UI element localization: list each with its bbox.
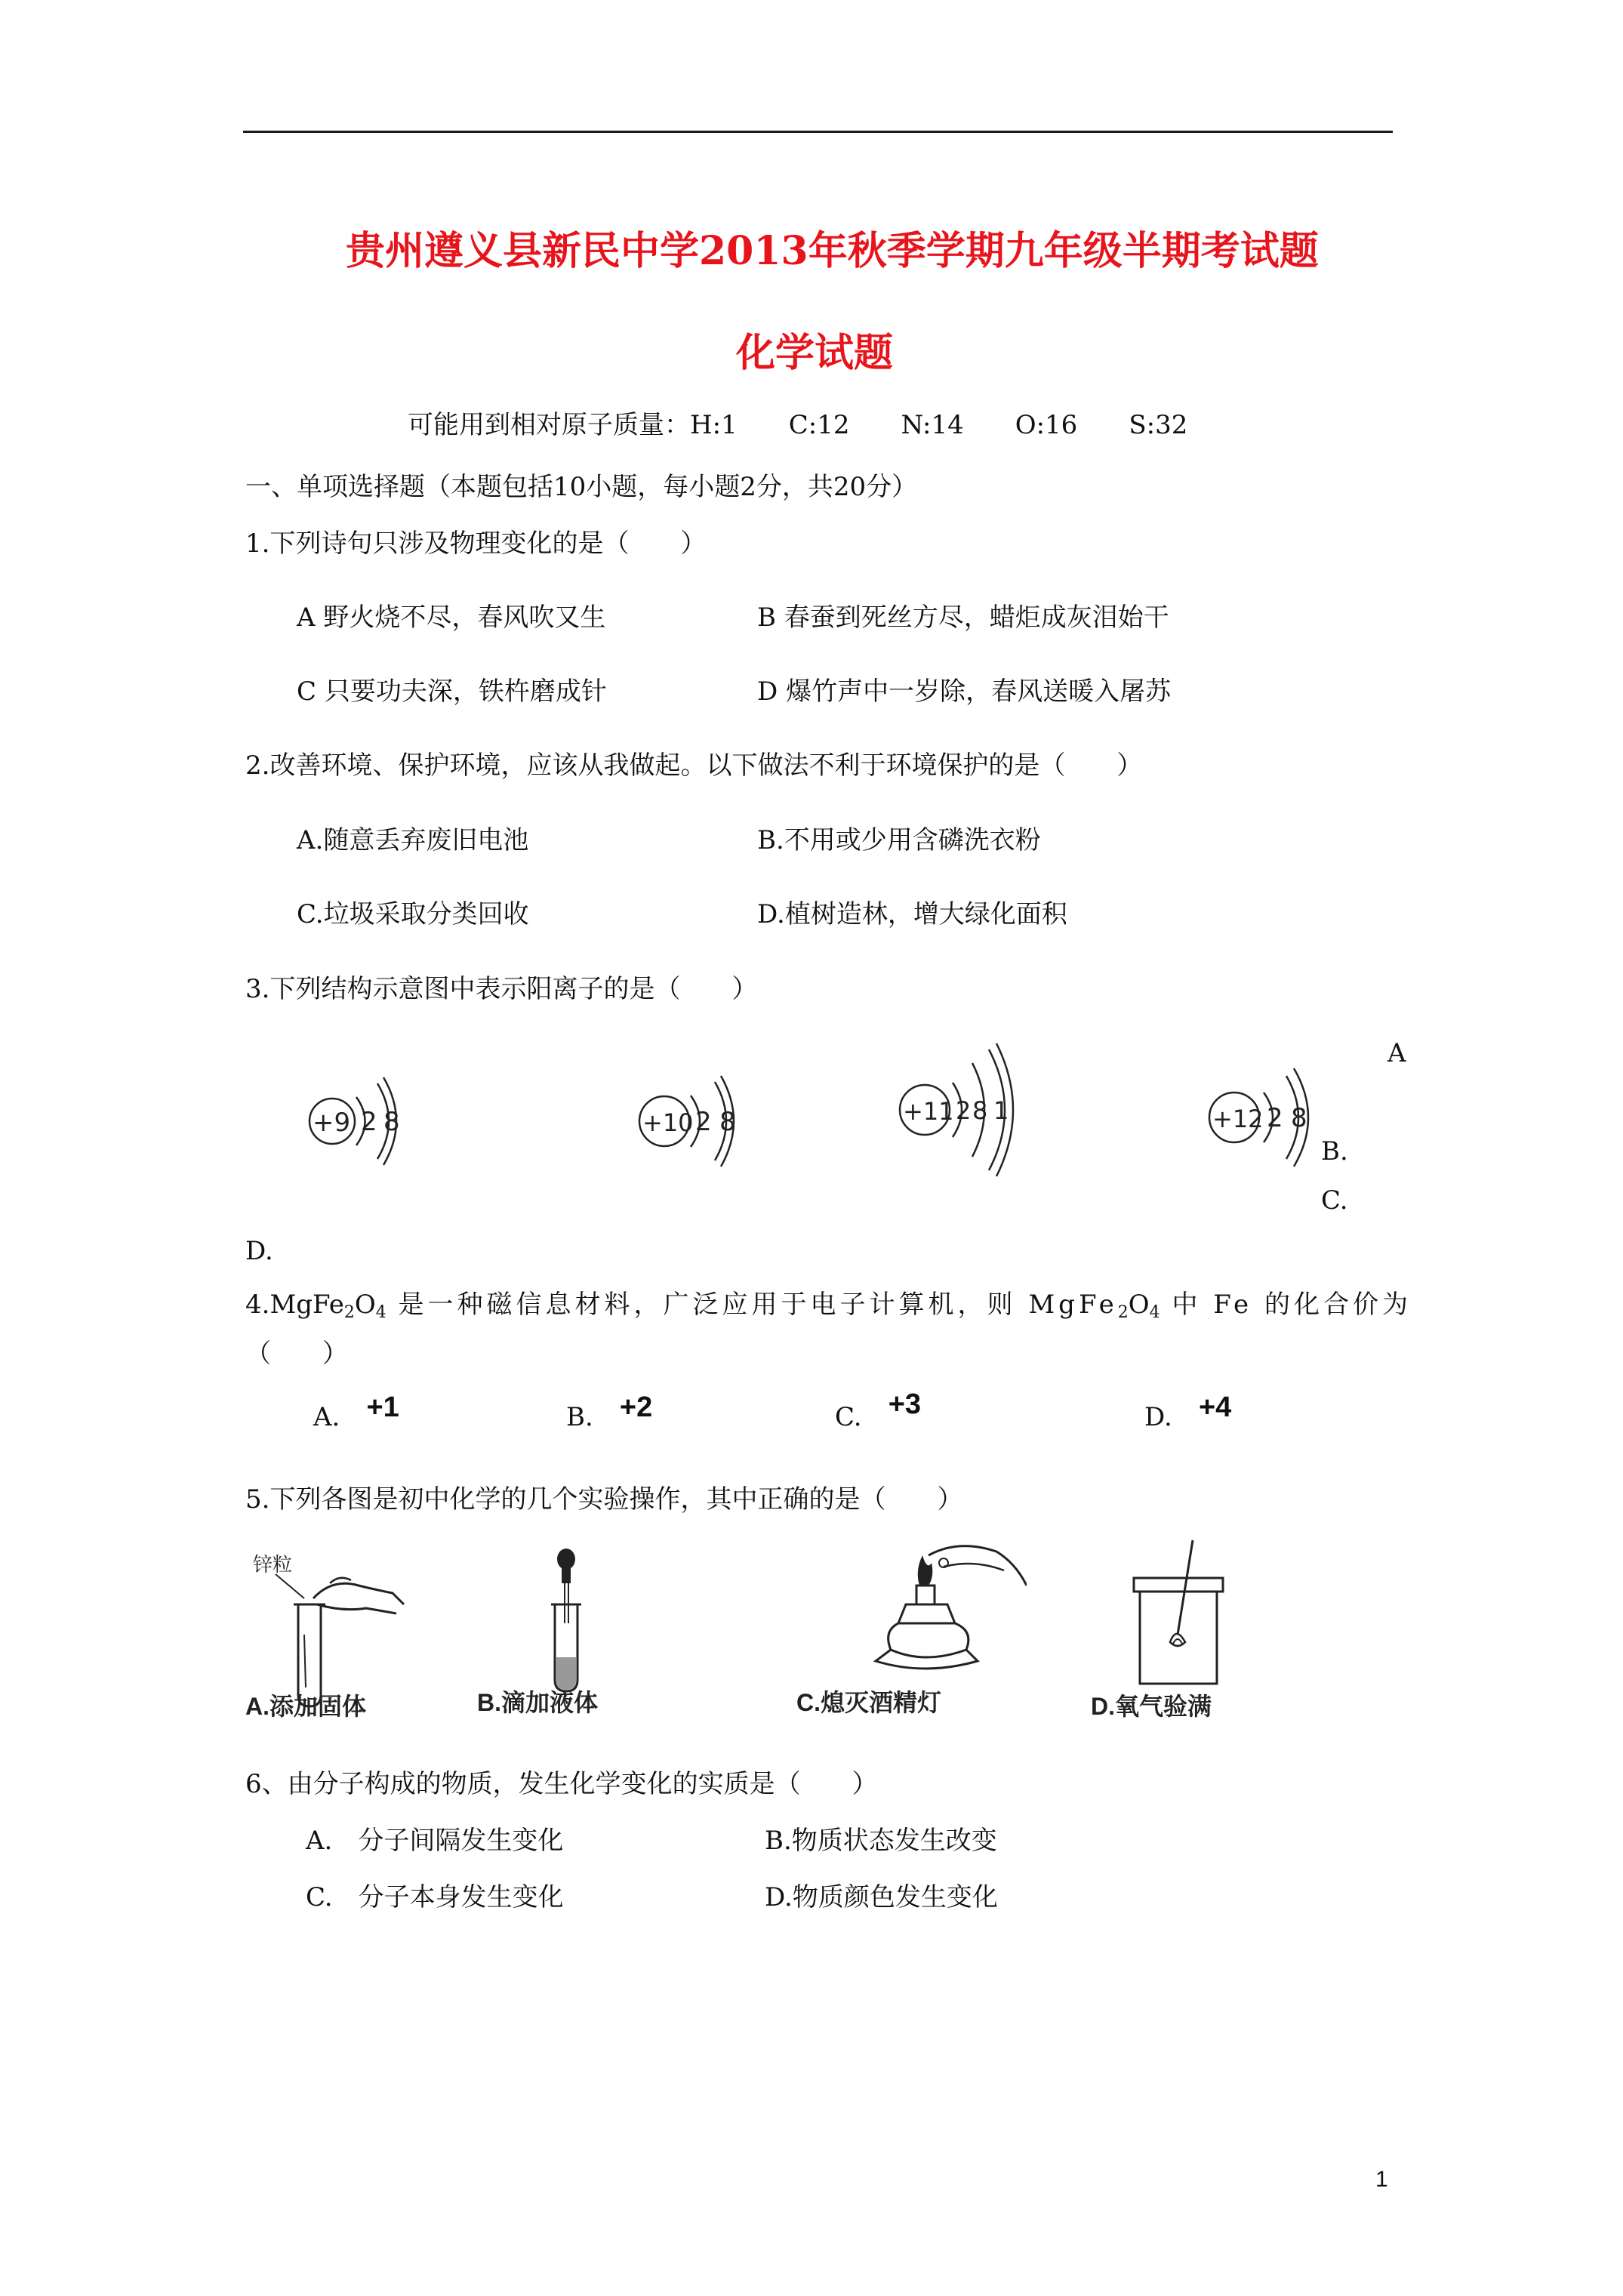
q2-option-a: A.随意丢弃废旧电池 bbox=[297, 825, 529, 855]
q4-option-b bbox=[566, 1391, 653, 1433]
atom-diagram-3 bbox=[891, 1034, 1042, 1193]
atom-diagram-1 bbox=[302, 1061, 438, 1212]
option-label: A. bbox=[313, 1402, 340, 1432]
valence-value: +1 bbox=[366, 1391, 399, 1423]
q3-label-a: A bbox=[1387, 1038, 1406, 1068]
formula-text: O bbox=[1128, 1290, 1150, 1320]
caption-c: C.熄灭酒精灯 bbox=[796, 1689, 942, 1716]
exam-subtitle: 化学试题 bbox=[736, 330, 894, 376]
q3-label-c: C. bbox=[1321, 1185, 1348, 1216]
question-5-stem: 5.下列各图是初中化学的几个实验操作，其中正确的是（ ） bbox=[245, 1484, 963, 1515]
lab-figure-oxygen-test bbox=[1117, 1536, 1253, 1695]
option-label: B. bbox=[566, 1402, 593, 1432]
shell-electrons: 2 bbox=[1267, 1103, 1283, 1133]
q1-option-d: D 爆竹声中一岁除，春风送暖入屠苏 bbox=[757, 676, 1172, 707]
option-label: C. bbox=[835, 1402, 862, 1432]
stem-text: 中 Fe 的化合价为 bbox=[1160, 1290, 1412, 1320]
lab-figure-drop-liquid bbox=[528, 1544, 619, 1703]
q6-option-d: D.物质颜色发生变化 bbox=[765, 1882, 998, 1912]
atomic-masses: 可能用到相对原子质量：H:1 C:12 N:14 O:16 S:32 bbox=[408, 410, 1188, 440]
q3-label-b: B. bbox=[1321, 1136, 1348, 1166]
question-4-stem-line2: （ ） bbox=[245, 1339, 348, 1369]
stem-text: 是一种磁信息材料，广泛应用于电子计算机，则 MgFe bbox=[386, 1290, 1118, 1320]
caption-d: D.氧气验满 bbox=[1091, 1693, 1212, 1720]
question-3-stem: 3.下列结构示意图中表示阳离子的是（ ） bbox=[245, 974, 758, 1004]
q3-label-d: D. bbox=[245, 1236, 273, 1266]
header-rule bbox=[243, 131, 1393, 133]
q6-option-b: B.物质状态发生改变 bbox=[765, 1826, 997, 1856]
q4-option-a bbox=[313, 1391, 399, 1433]
nucleus-charge: +12 bbox=[1212, 1105, 1264, 1133]
valence-value: +2 bbox=[619, 1391, 653, 1423]
q2-option-d: D.植树造林，增大绿化面积 bbox=[757, 899, 1067, 929]
zinc-label: 锌粒 bbox=[253, 1554, 293, 1576]
valence-value: +3 bbox=[888, 1388, 922, 1420]
question-4-stem bbox=[245, 1284, 1412, 1322]
q1-option-a: A 野火烧不尽，春风吹又生 bbox=[297, 603, 606, 633]
q4-option-c bbox=[835, 1388, 922, 1433]
shell-electrons: 8 bbox=[719, 1107, 736, 1137]
valence-value: +4 bbox=[1198, 1391, 1232, 1423]
caption-a: A.添加固体 bbox=[245, 1693, 367, 1720]
question-6-stem: 6、由分子构成的物质，发生化学变化的实质是（ ） bbox=[245, 1769, 878, 1799]
shell-electrons: 2 bbox=[695, 1107, 712, 1137]
formula-text: 4.MgFe bbox=[245, 1290, 344, 1320]
nucleus-charge: +10 bbox=[642, 1108, 694, 1137]
shell-electrons: 8 bbox=[972, 1096, 988, 1125]
section-heading: 一、单项选择题（本题包括10小题，每小题2分，共20分） bbox=[245, 472, 918, 502]
formula-subscript: 2 bbox=[1117, 1303, 1129, 1322]
caption-b: B.滴加液体 bbox=[477, 1689, 599, 1716]
formula-subscript: 4 bbox=[1149, 1303, 1160, 1322]
question-1-stem: 1.下列诗句只涉及物理变化的是（ ） bbox=[245, 529, 707, 559]
formula-text: O bbox=[354, 1290, 376, 1320]
q6-option-c: C. 分子本身发生变化 bbox=[306, 1882, 564, 1912]
q2-option-b: B.不用或少用含磷洗衣粉 bbox=[757, 825, 1041, 855]
question-2-stem: 2.改善环境、保护环境，应该从我做起。以下做法不利于环境保护的是（ ） bbox=[245, 750, 1143, 781]
shell-electrons: 8 bbox=[1291, 1103, 1307, 1133]
q1-option-b: B 春蚕到死丝方尽，蜡炬成灰泪始干 bbox=[757, 603, 1169, 633]
lab-figure-alcohol-lamp bbox=[853, 1540, 1027, 1691]
page-number: 1 bbox=[1375, 2167, 1388, 2192]
shell-electrons: 1 bbox=[993, 1096, 1009, 1125]
formula-subscript: 2 bbox=[343, 1303, 355, 1322]
shell-electrons: 2 bbox=[956, 1096, 972, 1125]
shell-electrons: 2 bbox=[361, 1107, 377, 1137]
formula-subscript: 4 bbox=[375, 1303, 387, 1322]
nucleus-charge: +11 bbox=[903, 1097, 954, 1126]
atom-diagram-2 bbox=[630, 1061, 766, 1212]
q1-option-c: C 只要功夫深，铁杵磨成针 bbox=[297, 676, 607, 707]
q4-option-d bbox=[1144, 1391, 1232, 1433]
atom-diagram-4 bbox=[1200, 1053, 1351, 1204]
option-label: D. bbox=[1144, 1402, 1172, 1432]
nucleus-charge: +9 bbox=[313, 1108, 351, 1138]
q2-option-c: C.垃圾采取分类回收 bbox=[297, 899, 529, 929]
lab-figure-add-solid bbox=[245, 1544, 411, 1710]
shell-electrons: 8 bbox=[383, 1107, 400, 1137]
exam-title: 贵州遵义县新民中学2013年秋季学期九年级半期考试题 bbox=[346, 228, 1319, 274]
q6-option-a: A. 分子间隔发生变化 bbox=[306, 1826, 564, 1856]
